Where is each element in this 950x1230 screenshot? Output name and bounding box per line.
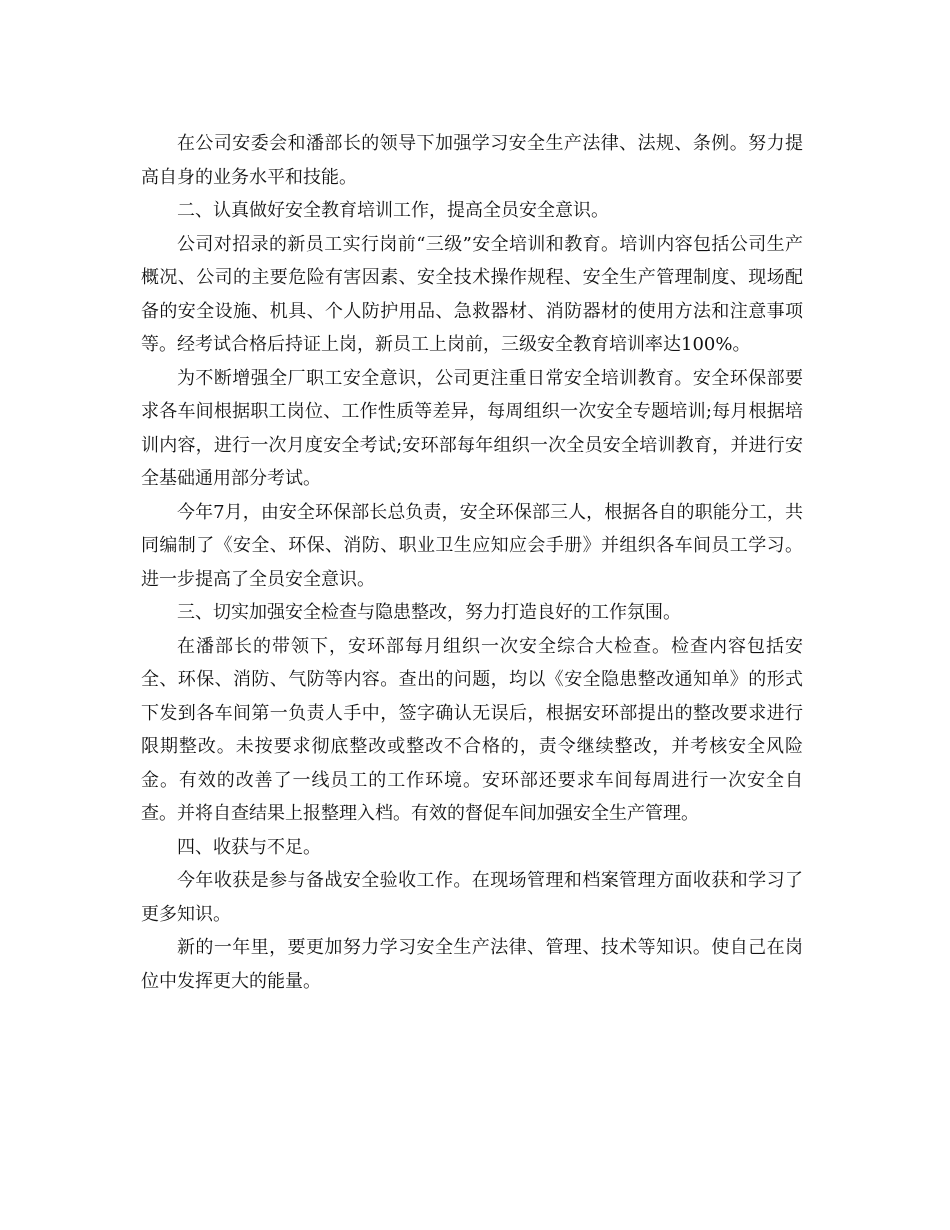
document-body	[141, 127, 803, 998]
section-heading-inspection: 三、切实加强安全检查与隐患整改，努力打造良好的工作氛围。	[177, 602, 681, 623]
section-heading-gains: 四、收获与不足。	[177, 836, 321, 858]
paragraph-study-regulations: 在公司安委会和潘部长的领导下加强学习安全生产法律、法规、条例。努力提高自身的业务水平和技能。	[141, 133, 803, 188]
paragraph-new-employee-training: 公司对招录的新员工实行岗前“三级”安全培训和教育。培训内容包括公司生产概况、公司的主要危险有害因素、安全技术操作规程、安全生产管理制度、现场配备的安全设施、机具、个人防护用品、急救器材、消防器材的使用方法和注意事项等。经考试合格后持证上岗，新员工上岗前，三级安全教育培训率达100%。	[141, 233, 803, 355]
paragraph-handbook-compilation: 今年7月，由安全环保部长总负责，安全环保部三人，根据各自的职能分工，共同编制了《安全、环保、消防、职业卫生应知应会手册》并组织各车间员工学习。进一步提高了全员安全意识。	[141, 501, 803, 590]
section-heading-training: 二、认真做好安全教育培训工作，提高全员安全意识。	[177, 200, 609, 221]
paragraph-new-year-goals: 新的一年里，要更加努力学习安全生产法律、管理、技术等知识。使自己在岗位中发挥更大的能量。	[141, 937, 803, 992]
paragraph-gains: 今年收获是参与备战安全验收工作。在现场管理和档案管理方面收获和学习了更多知识。	[141, 870, 803, 925]
paragraph-monthly-inspection: 在潘部长的带领下，安环部每月组织一次安全综合大检查。检查内容包括安全、环保、消防、气防等内容。查出的问题，均以《安全隐患整改通知单》的形式下发到各车间第一负责人手中，签字确认无误后，根据安环部提出的整改要求进行限期整改。未按要求彻底整改或整改不合格的，责令继续整改，并考核安全风险金。有效的改善了一线员工的工作环境。安环部还要求车间每周进行一次安全自查。并将自查结果上报整理入档。有效的督促车间加强安全生产管理。	[141, 635, 803, 824]
paragraph-daily-training: 为不断增强全厂职工安全意识，公司更注重日常安全培训教育。安全环保部要求各车间根据职工岗位、工作性质等差异，每周组织一次安全专题培训;每月根据培训内容，进行一次月度安全考试;安环部每年组织一次全员安全培训教育，并进行安全基础通用部分考试。	[141, 367, 803, 489]
